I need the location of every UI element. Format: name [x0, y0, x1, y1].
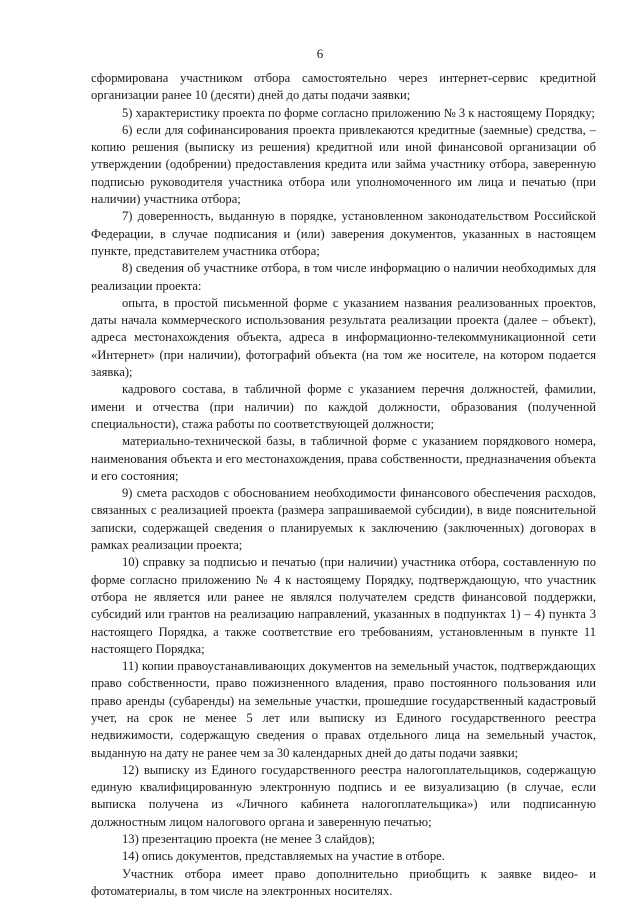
paragraph-item-12: 12) выписку из Единого государственного реестра налогоплательщиков, содержащую единую квалифицированную электронную подпись и ее визуализацию (в случае, если выписка получена из «Личного кабинета налогоплательщика») или подписанную должностным лицом налогового органа и заверенную печатью;	[91, 762, 596, 829]
paragraph-item-9: 9) смета расходов с обоснованием необходимости финансового обеспечения расходов, связанных с реализацией проекта (размера запрашиваемой субсидии), в виде пояснительной записки, содержащей сведения о планируемых к заключению (заключенных) договорах в рамках реализации проекта;	[91, 486, 596, 553]
paragraph-item-8-material-base: материально-технической базы, в табличной форме с указанием порядкового номера, наименования объекта и его местонахождения, права собственности, предназначения объекта и его состояния;	[91, 434, 596, 483]
paragraph-item-10: 10) справку за подписью и печатью (при наличии) участника отбора, составленную по форме согласно приложению № 4 к настоящему Порядку, подтверждающую, что участник отбора не является или ранее не являлся получателем средств финансовой поддержки, субсидий или грантов на реализацию направлений, указанных в подпунктах 1) – 4) пункта 3 настоящего Порядка, а также соответствие его требованиям, установленным в пункте 11 настоящего Порядка;	[91, 555, 596, 656]
document-body	[91, 70, 596, 900]
paragraph-item-8-experience: опыта, в простой письменной форме с указанием названия реализованных проектов, даты начала коммерческого использования результата реализации проекта (далее – объект), адреса местонахождения объекта, адреса в информационно-телекоммуникационной сети «Интернет» (при наличии), фотографий объекта (на том же носителе, на котором подается заявка);	[91, 295, 596, 380]
paragraph-item-8: 8) сведения об участнике отбора, в том числе информацию о наличии необходимых для реализации проекта:	[91, 261, 596, 293]
page-number: 6	[316, 46, 324, 61]
paragraph-item-14: 14) опись документов, представляемых на участие в отборе.	[122, 849, 445, 864]
paragraph-closing: Участник отбора имеет право дополнительно приобщить к заявке видео- и фотоматериалы, в том числе на электронных носителях.	[91, 866, 596, 898]
paragraph-item-13: 13) презентацию проекта (не менее 3 слайдов);	[122, 832, 376, 847]
paragraph-continuation: сформирована участником отбора самостоятельно через интернет-сервис кредитной организации ранее 10 (десяти) дней до даты подачи заявки;	[91, 71, 596, 103]
paragraph-item-5: 5) характеристику проекта по форме согласно приложению № 3 к настоящему Порядку;	[122, 105, 595, 120]
paragraph-item-6: 6) если для софинансирования проекта привлекаются кредитные (заемные) средства, – копию решения (выписку из решения) кредитной или иной финансовой организации об утверждении (одобрении) предоставления кредита или займа участнику отбора, заверенную подписью руководителя участника отбора или уполномоченного им лица и печатью (при наличии) участника отбора;	[91, 122, 596, 207]
paragraph-item-11: 11) копии правоустанавливающих документов на земельный участок, подтверждающих право собственности, право пожизненного владения, право постоянного пользования или право аренды (субаренды) на земельные участки, прошедшие государственный кадастровый учет, на срок не менее 5 лет или выписку из Единого государственного реестра недвижимости, содержащую сведения о правах отдельного лица на земельный участок, выданную на дату не ранее чем за 30 календарных дней до даты подачи заявки;	[91, 659, 596, 760]
paragraph-item-7: 7) доверенность, выданную в порядке, установленном законодательством Российской Федерации, в случае подписания и (или) заверения документов, указанных в настоящем пункте, представителем участника отбора;	[91, 209, 596, 258]
paragraph-item-8-staff: кадрового состава, в табличной форме с указанием перечня должностей, фамилии, имени и отчества (при наличии) по каждой должности, образования (полученной специальности), стажа работы по соответствующей должности;	[91, 382, 596, 431]
